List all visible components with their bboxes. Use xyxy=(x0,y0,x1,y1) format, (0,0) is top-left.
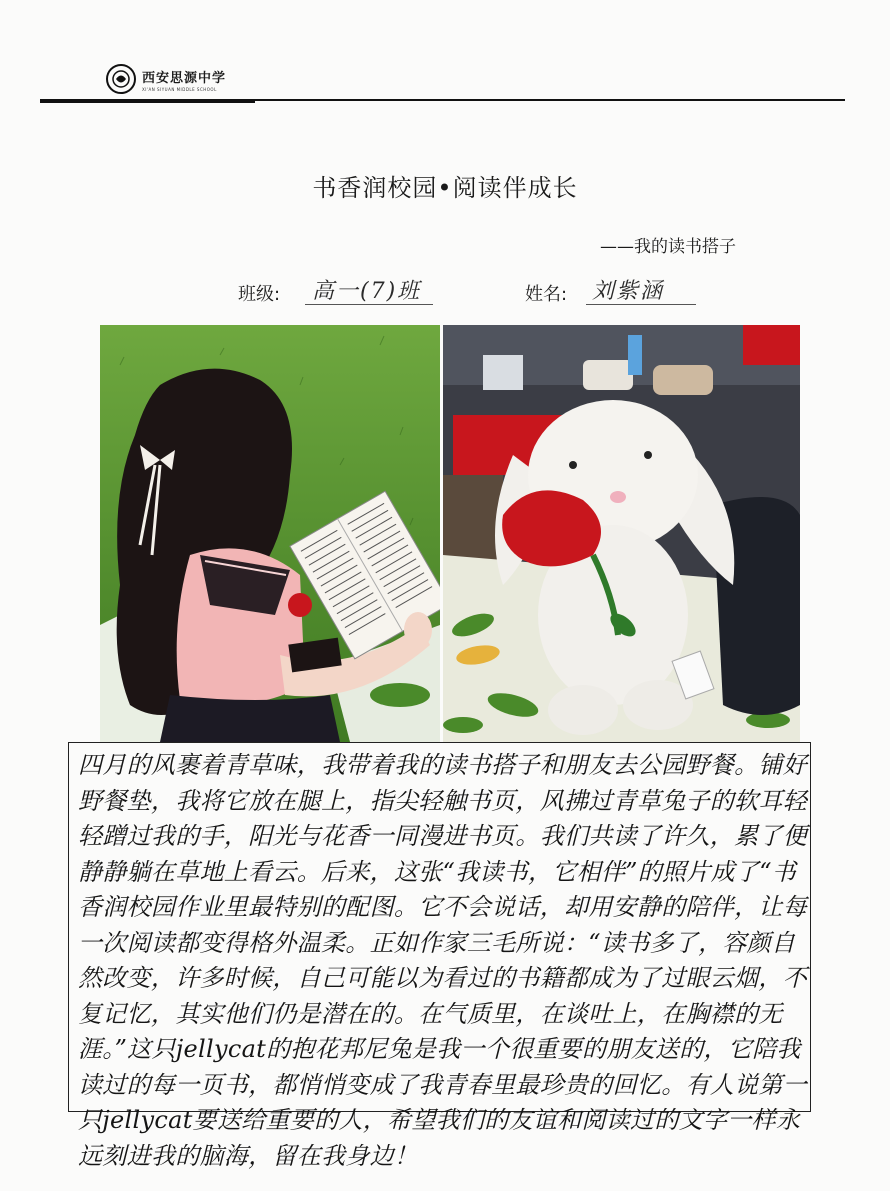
class-underline xyxy=(305,304,433,305)
photo-girl-reading xyxy=(100,325,440,742)
header-divider-thin xyxy=(255,99,845,101)
essay-text: 四月的风裹着青草味，我带着我的读书搭子和朋友去公园野餐。铺好野餐垫，我将它放在腿上，指尖轻触书页，风拂过青草兔子的软耳轻轻蹭过我的手，阳光与花香一同漫进书页。我们共读了许久，累了便静静躺在草地上看云。后来，这张“我读书，它相伴”的照片成了“书香润校园作业里最特别的配图。它不会说话，却用安静的陪伴，让每一次阅读都变得格外温柔。正如作家三毛所说：“读书多了，容颜自然改变，许多时候，自己可能以为看过的书籍都成为了过眼云烟，不复记忆，其实他们仍是潜在的。在气质里，在谈吐上，在胸襟的无涯。”这只jellycat的抱花邦尼兔是我一个很重要的朋友送的，它陪我读过的每一页书，都悄悄变成了我青春里最珍贵的回忆。有人说第一只jellycat要送给重要的人，希望我们的友谊和阅读过的文字一样永远刻进我的脑海，留在我身边！ xyxy=(78,751,807,1170)
name-value: 刘紫涵 xyxy=(592,279,665,304)
class-value: 高一(7)班 xyxy=(312,279,422,304)
school-emblem-icon xyxy=(106,64,136,94)
name-underline xyxy=(586,304,696,305)
header-divider-thick xyxy=(40,99,255,103)
page-title: 书香润校园•阅读伴成长 xyxy=(312,174,578,202)
school-name: 西安思源中学 xyxy=(142,70,227,86)
name-label: 姓名: xyxy=(525,284,568,305)
school-logo xyxy=(106,64,256,94)
page-subtitle: ——我的读书搭子 xyxy=(600,237,736,257)
class-label: 班级: xyxy=(238,284,281,305)
school-name-en: XI'AN SIYUAN MIDDLE SCHOOL xyxy=(142,86,217,92)
student-info-row xyxy=(0,276,890,310)
photo-plush-bunny xyxy=(443,325,800,742)
